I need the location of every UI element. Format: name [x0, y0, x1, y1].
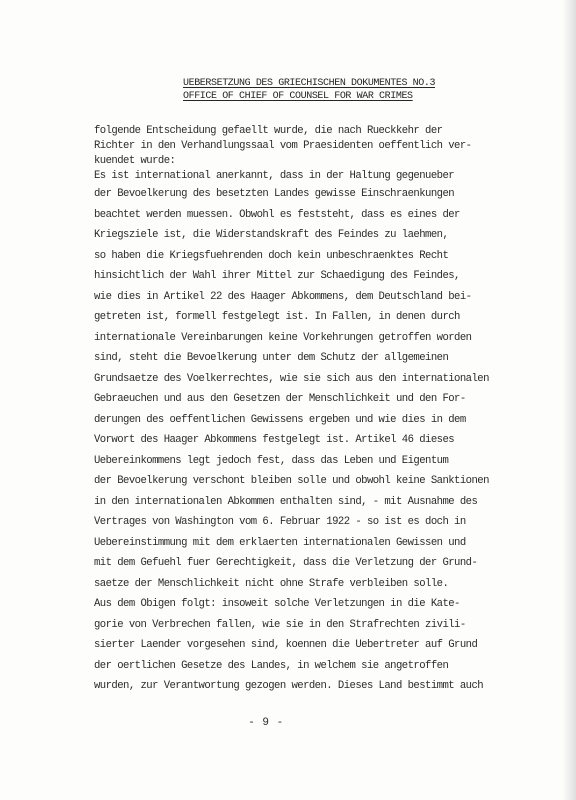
document-header	[183, 77, 436, 103]
text-line: Gebraeuchen und aus den Gesetzen der Menschlichkeit und den For-	[94, 393, 466, 405]
text-line: Vorwort des Haager Abkommens festgelegt ist. Artikel 46 dieses	[94, 434, 455, 446]
text-line: gorie von Verbrechen fallen, wie sie in den Strafrechten zivili-	[94, 618, 466, 631]
text-line: beachtet werden muessen. Obwohl es feststeht, dass es eines der	[94, 208, 460, 221]
page-number: - 9 -	[248, 717, 284, 729]
text-line: Grundsaetze des Voelkerrechtes, wie sie sich aus den internationalen	[94, 372, 489, 385]
page-edge-shadow	[562, 0, 576, 800]
header-line: UEBERSETZUNG DES GRIECHISCHEN DOKUMENTES NO.3	[183, 78, 436, 89]
text-line: saetze der Menschlichkeit nicht ohne Strafe verbleiben solle.	[94, 577, 449, 590]
text-line: der Bevoelkerung verschont bleiben solle und obwohl keine Sanktionen	[94, 475, 489, 487]
text-line: wurden, zur Verantwortung gezogen werden. Dieses Land bestimmt auch	[94, 680, 484, 692]
header-line: OFFICE OF CHIEF OF COUNSEL FOR WAR CRIMES	[183, 91, 413, 102]
text-line: Vertrages von Washington vom 6. Februar 1922 - so ist es doch in	[94, 516, 466, 528]
text-line: Es ist international anerkannt, dass in der Haltung gegenueber	[94, 170, 455, 182]
text-line: folgende Entscheidung gefaellt wurde, die nach Rueckkehr der	[94, 125, 443, 137]
text-line: der Bevoelkerung des besetzten Landes gewisse Einschraenkungen	[94, 188, 455, 200]
text-line: kuendet wurde:	[94, 155, 176, 167]
text-line: sierter Laender vorgesehen sind, koennen die Uebertreter auf Grund	[94, 639, 478, 651]
body-text	[94, 124, 489, 697]
text-line: der oertlichen Gesetze des Landes, in welchem sie angetroffen	[94, 659, 449, 672]
text-line: hinsichtlich der Wahl ihrer Mittel zur Schaedigung des Feindes,	[94, 270, 460, 282]
text-line: getreten ist, formell festgelegt ist. In Fallen, in denen durch	[94, 311, 460, 323]
text-line: wie dies in Artikel 22 des Haager Abkommens, dem Deutschland bei-	[94, 290, 472, 303]
text-line: Aus dem Obigen folgt: insoweit solche Verletzungen in die Kate-	[94, 598, 460, 610]
text-line: sind, steht die Bevoelkerung unter dem Schutz der allgemeinen	[94, 352, 449, 364]
text-line: internationale Vereinbarungen keine Vorkehrungen getroffen worden	[94, 331, 472, 344]
text-line: in den internationalen Abkommen enthalten sind, - mit Ausnahme des	[94, 495, 478, 508]
text-line: Uebereinkommens legt jedoch fest, dass das Leben und Eigentum	[94, 454, 449, 467]
text-line: derungen des oeffentlichen Gewissens ergeben und wie dies in dem	[94, 413, 466, 426]
text-line: so haben die Kriegsfuehrenden doch kein unbeschraenktes Recht	[94, 249, 449, 262]
text-line: Richter in den Verhandlungssaal vom Praesidenten oeffentlich ver-	[94, 140, 472, 152]
text-line: mit dem Gefuehl fuer Gerechtigkeit, dass die Verletzung der Grund-	[94, 557, 478, 569]
text-line: Kriegsziele ist, die Widerstandskraft des Feindes zu laehmen,	[94, 229, 449, 241]
text-line: Uebereinstimmung mit dem erklaerten internationalen Gewissen und	[94, 536, 466, 549]
